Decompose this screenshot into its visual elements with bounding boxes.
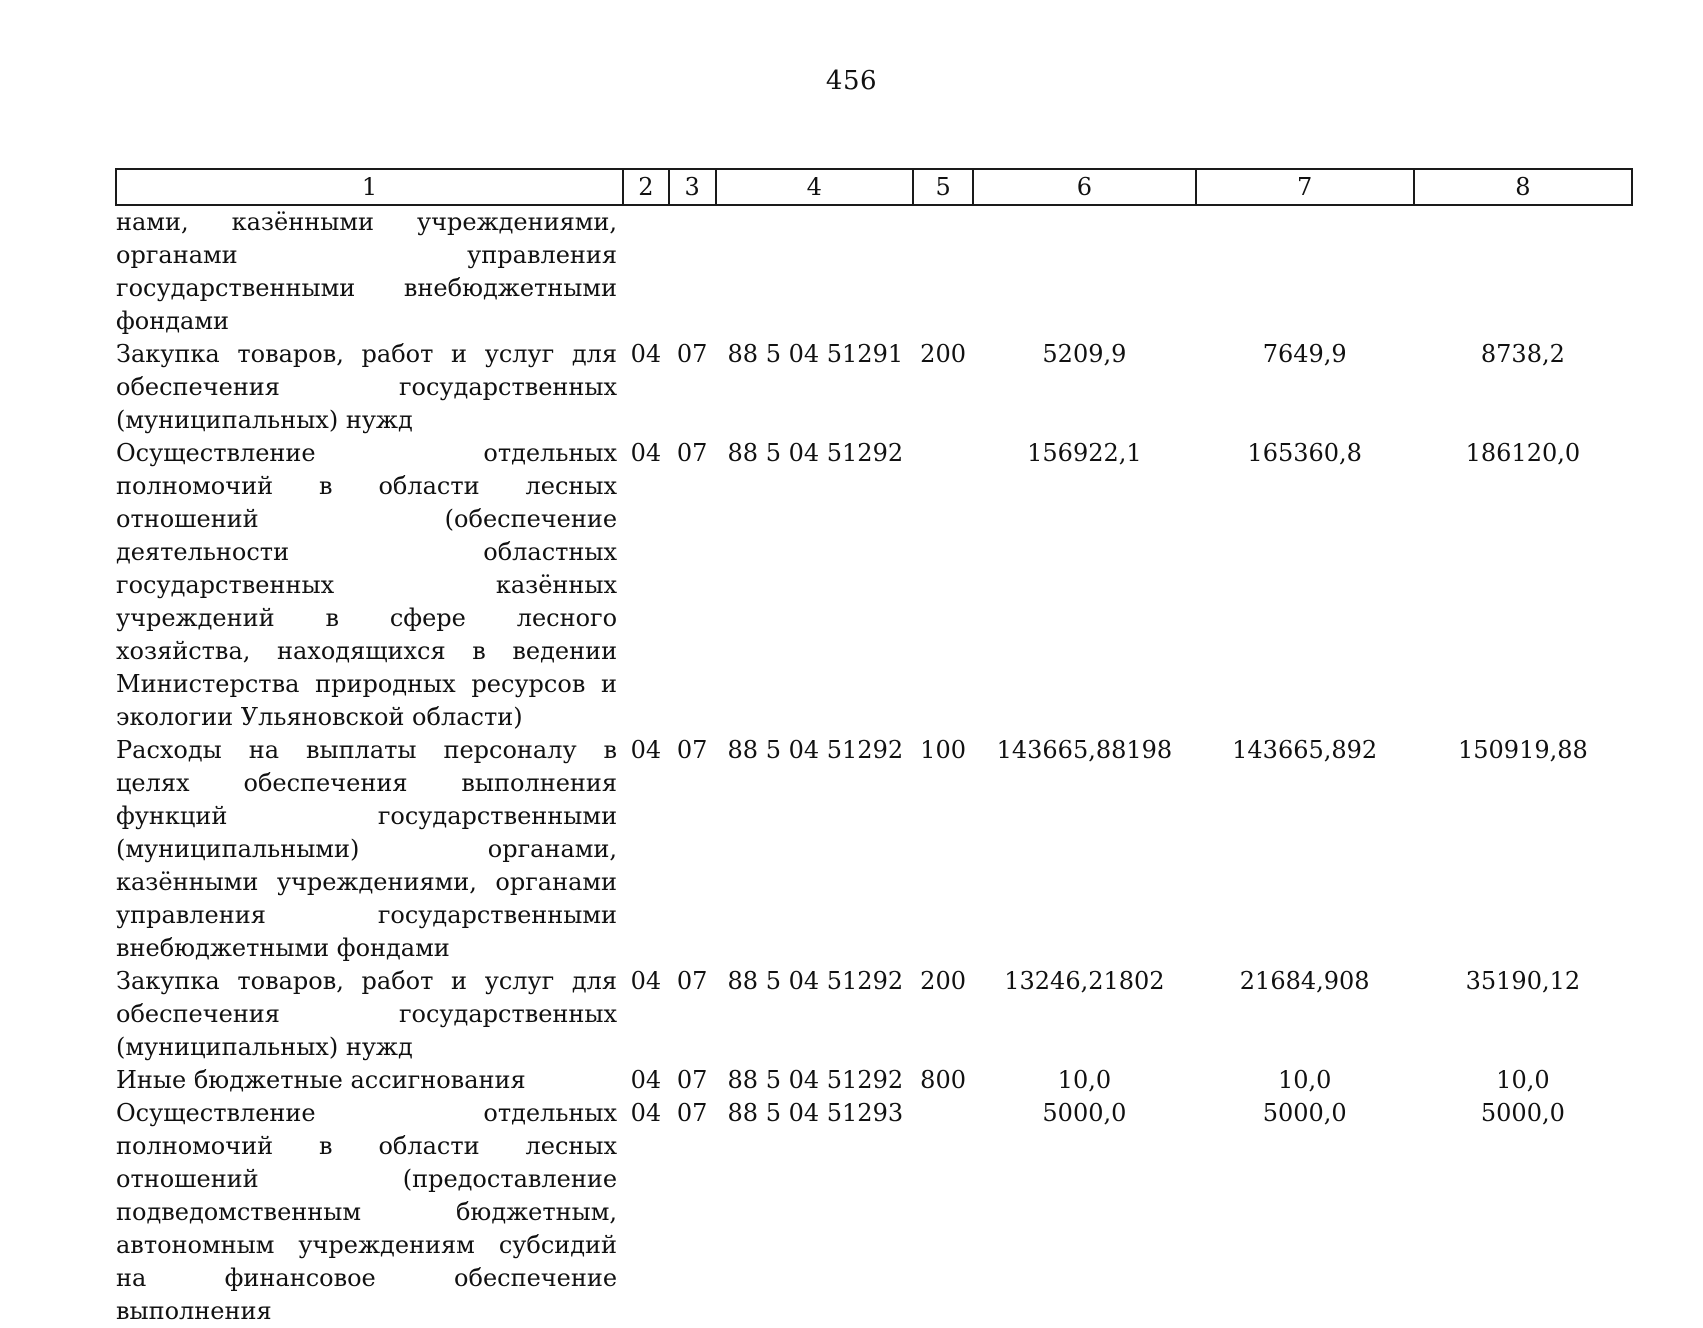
header-col-2: 2 [623,169,669,205]
row-name: Расходы на выплаты персоналу в целях обеспечения выполнения функций государственными (муниципальными) органами, казёнными учреждениями, органами управления государственными внебюджетными фондами [116,736,618,962]
row-amount-col6: 5209,9 [1042,340,1127,368]
row-amount-col8: 35190,12 [1465,967,1581,995]
row-amount-col7: 21684,908 [1239,967,1370,995]
row-name: Закупка товаров, работ и услуг для обеспечения государственных (муниципальных) нужд [116,340,618,434]
row-subsection: 07 [676,1099,708,1127]
table-row [116,965,1632,1064]
row-amount-col6 [973,205,1195,338]
row-amount-col8: 186120,0 [1465,439,1581,467]
header-col-1: 1 [116,169,623,205]
row-expense-type: 200 [920,967,966,995]
row-amount-col8: 5000,0 [1480,1099,1565,1127]
row-amount-col8 [1414,205,1632,338]
row-section: 04 [630,967,662,995]
row-name: Осуществление отдельных полномочий в области лесных отношений (обеспечение деятельности областных государственных казённых учреждений в сфере лесного хозяйства, находящихся в ведении Министерства природных ресурсов и экологии Ульяновской области) [116,439,618,731]
row-expense-type: 200 [920,340,966,368]
table-header-row [116,169,1632,205]
row-amount-col8: 10,0 [1496,1066,1550,1094]
table-row [116,437,1632,734]
row-name: Осуществление отдельных полномочий в области лесных отношений (предоставление подведомственным бюджетным, автономным учреждениям субсидий на финансовое обеспечение выполнения [116,1099,618,1325]
row-name: Закупка товаров, работ и услуг для обеспечения государственных (муниципальных) нужд [116,967,618,1061]
row-subsection: 07 [676,967,708,995]
table-row [116,1064,1632,1097]
row-amount-col7: 10,0 [1277,1066,1332,1094]
budget-table [115,168,1633,1328]
row-name: Иные бюджетные ассигнования [116,1066,526,1094]
row-amount-col6: 10,0 [1057,1066,1112,1094]
row-amount-col6: 13246,21802 [1004,967,1165,995]
row-amount-col7: 165360,8 [1247,439,1362,467]
row-expense-type [913,205,973,338]
header-col-4: 4 [716,169,913,205]
row-subsection [669,205,716,338]
header-col-8: 8 [1414,169,1632,205]
row-target-article [716,205,913,338]
row-subsection: 07 [676,1066,708,1094]
row-expense-type: 800 [920,1066,966,1094]
row-section: 04 [630,340,662,368]
table-row [116,734,1632,965]
row-subsection: 07 [676,736,708,764]
row-target-article: 88 5 04 51292 [727,1066,904,1094]
row-amount-col6: 143665,88198 [996,736,1173,764]
row-name: нами, казёнными учреждениями, органами управления государственными внебюджетными фондами [116,208,618,335]
row-section: 04 [630,1066,662,1094]
page-number: 456 [825,66,878,96]
row-amount-col8: 8738,2 [1480,340,1565,368]
row-expense-type: 100 [920,736,966,764]
row-target-article: 88 5 04 51291 [727,340,904,368]
row-amount-col7: 7649,9 [1262,340,1347,368]
row-expense-type [913,1097,973,1328]
header-col-5: 5 [913,169,973,205]
table-row [116,338,1632,437]
row-amount-col7: 5000,0 [1262,1099,1347,1127]
row-amount-col6: 156922,1 [1027,439,1142,467]
row-amount-col7 [1196,205,1414,338]
row-target-article: 88 5 04 51292 [727,736,904,764]
header-col-7: 7 [1196,169,1414,205]
row-target-article: 88 5 04 51292 [727,439,904,467]
row-section [623,205,669,338]
row-section: 04 [630,1099,662,1127]
row-section: 04 [630,439,662,467]
row-section: 04 [630,736,662,764]
row-expense-type [913,437,973,734]
row-amount-col8: 150919,88 [1457,736,1588,764]
row-amount-col7: 143665,892 [1232,736,1378,764]
table-row [116,205,1632,338]
header-col-3: 3 [669,169,716,205]
row-target-article: 88 5 04 51293 [727,1099,904,1127]
table-row [116,1097,1632,1328]
row-subsection: 07 [676,439,708,467]
row-target-article: 88 5 04 51292 [727,967,904,995]
row-amount-col6: 5000,0 [1042,1099,1127,1127]
header-col-6: 6 [973,169,1195,205]
row-subsection: 07 [676,340,708,368]
